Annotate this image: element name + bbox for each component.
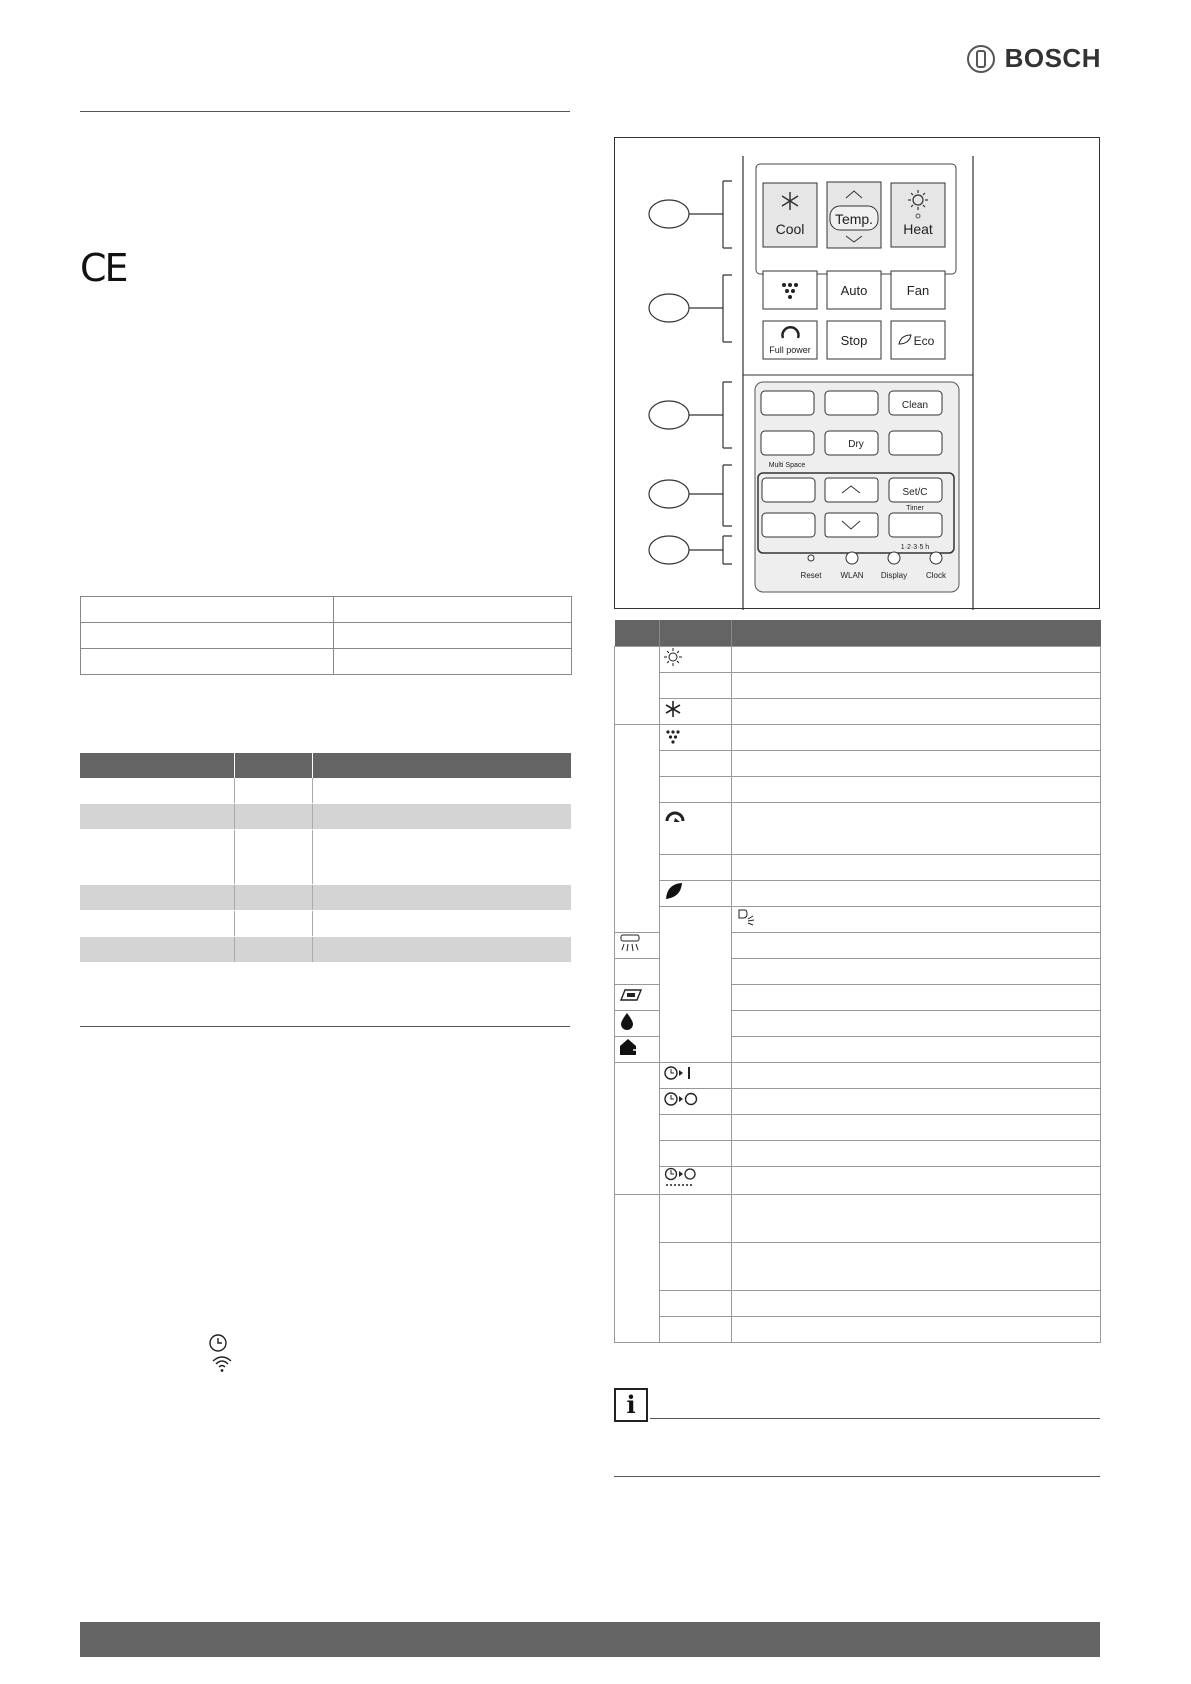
table-row xyxy=(615,1243,1101,1291)
sun-icon xyxy=(664,648,682,666)
ce-mark: CE xyxy=(80,246,127,290)
table-header-row xyxy=(80,753,571,778)
timer-off-icon xyxy=(664,1091,698,1107)
full-power-icon xyxy=(664,807,686,825)
table-row xyxy=(615,751,1101,777)
clock-label: Clock xyxy=(925,571,947,580)
table-row xyxy=(615,1141,1101,1167)
cool-label: Cool xyxy=(775,221,805,237)
dry-label: Dry xyxy=(848,439,864,450)
table-row xyxy=(615,1317,1101,1343)
wifi-icon xyxy=(211,1355,233,1373)
spec-table xyxy=(80,596,572,675)
table-row xyxy=(615,803,1101,855)
table-row xyxy=(615,855,1101,881)
table-row xyxy=(81,623,572,649)
table-row xyxy=(615,699,1101,725)
table-row xyxy=(80,885,571,911)
function-table xyxy=(614,620,1101,1343)
data-table xyxy=(80,753,571,963)
table-row xyxy=(615,907,1101,933)
dehumidify-icon xyxy=(664,726,682,744)
table-row xyxy=(81,649,572,675)
swing-vertical-icon xyxy=(736,908,756,926)
eco-label: Eco xyxy=(913,334,935,348)
auto-label: Auto xyxy=(840,283,868,298)
info-letter: i xyxy=(626,1390,636,1419)
table-row xyxy=(615,725,1101,751)
table-row xyxy=(615,881,1101,907)
table-header-row xyxy=(615,620,1101,647)
info-note-rule xyxy=(650,1418,1100,1419)
remote-control-drawing xyxy=(615,138,1101,610)
timer-hours-icon xyxy=(664,1167,698,1189)
table-row xyxy=(80,778,571,804)
brand-name: BOSCH xyxy=(1004,43,1101,73)
clean-label: Clean xyxy=(901,400,929,411)
info-note-icon xyxy=(614,1388,648,1422)
swing-horizontal-icon xyxy=(619,934,641,952)
snowflake-icon xyxy=(664,700,682,718)
timer-label: Timer xyxy=(906,505,924,512)
table-row xyxy=(615,647,1101,673)
divider-top-left xyxy=(80,111,570,112)
eco-leaf-icon xyxy=(664,882,684,900)
footer-bar xyxy=(80,1622,1100,1657)
divider-mid-left xyxy=(80,1026,570,1027)
dry-drop-icon xyxy=(619,1012,635,1030)
bosch-armature-icon xyxy=(967,45,995,73)
setc-label: Set/C xyxy=(902,487,928,498)
table-row xyxy=(615,1291,1101,1317)
table-row xyxy=(81,597,572,623)
multi-space-icon xyxy=(619,988,643,1002)
wlan-label: WLAN xyxy=(840,571,864,580)
table-row xyxy=(615,1115,1101,1141)
timer-hours-label: 1·2·3·5 h xyxy=(900,544,930,551)
table-row xyxy=(615,673,1101,699)
brand-logo xyxy=(967,43,1101,74)
multi-space-label: Multi Space xyxy=(768,462,806,469)
timer-on-icon xyxy=(664,1065,694,1081)
fan-label: Fan xyxy=(906,283,930,298)
temp-label: Temp. xyxy=(834,211,874,227)
table-row xyxy=(80,804,571,830)
table-row xyxy=(80,937,571,963)
home-leave-icon xyxy=(619,1038,643,1056)
table-row xyxy=(80,911,571,937)
table-row xyxy=(615,1167,1101,1195)
heat-label: Heat xyxy=(903,221,933,237)
full-power-label: Full power xyxy=(769,345,811,355)
display-label: Display xyxy=(880,571,908,580)
table-row xyxy=(615,1063,1101,1089)
stop-label: Stop xyxy=(840,333,868,348)
clock-icon xyxy=(208,1333,228,1353)
divider-bottom-right xyxy=(614,1476,1100,1477)
remote-control-figure xyxy=(614,137,1100,609)
reset-label: Reset xyxy=(800,571,822,580)
table-row xyxy=(615,777,1101,803)
table-row xyxy=(615,1195,1101,1243)
table-row xyxy=(80,830,571,885)
table-row xyxy=(615,1089,1101,1115)
